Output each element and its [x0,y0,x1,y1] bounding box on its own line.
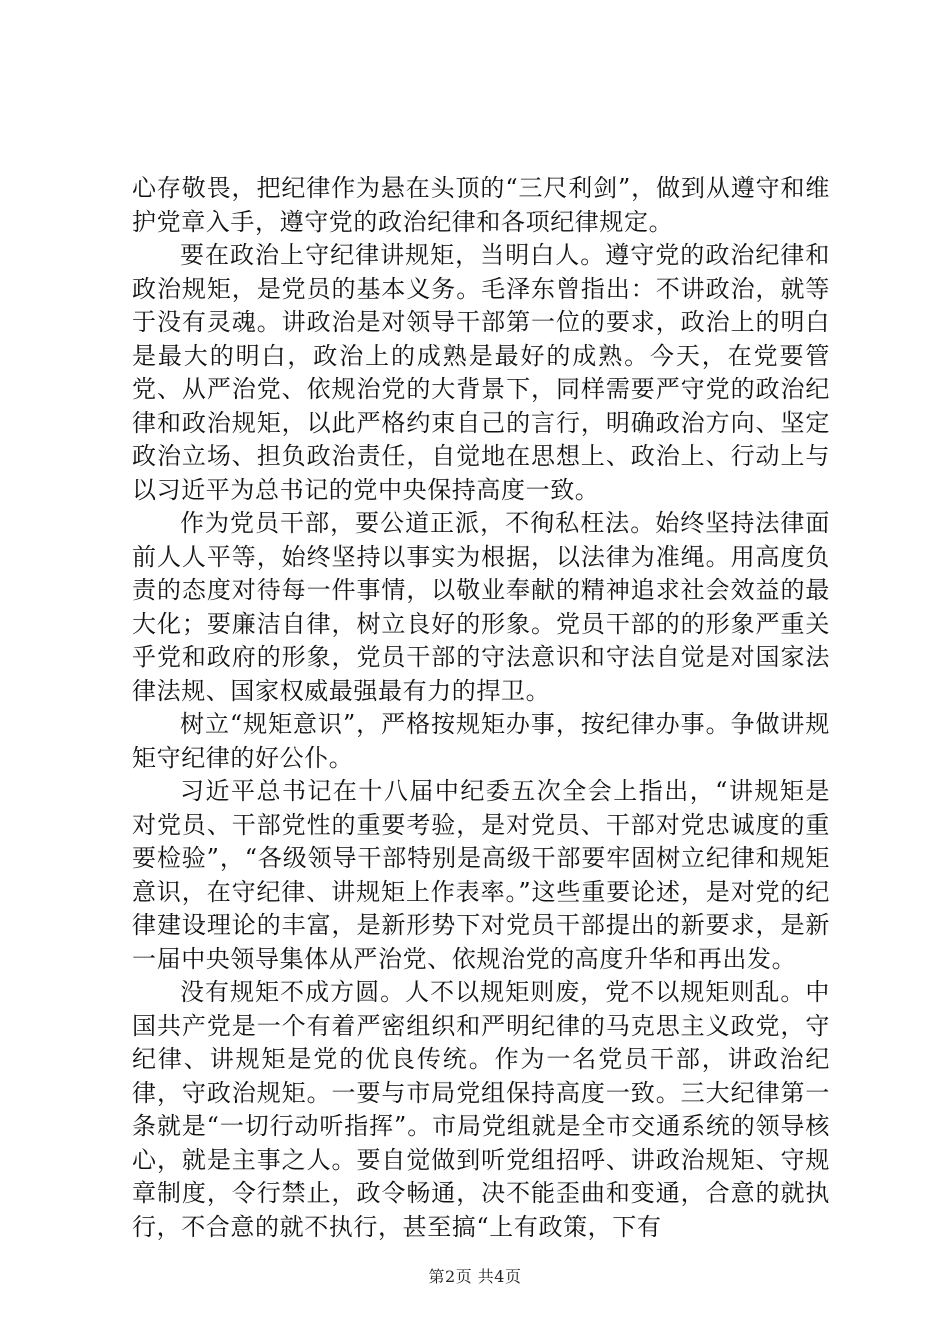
paragraph: 没有规矩不成方圆。人不以规矩则废，党不以规矩则乱。中国共产党是一个有着严密组织和严明纪律的马克思主义政党，守纪律、讲规矩是党的优良传统。作为一名党员干部，讲政治纪律，守政治规矩。一要与市局党组保持高度一致。三大纪律第一条就是“一切行动听指挥”。市局党组就是全市交通系统的领导核心，就是主事之人。要自觉做到听党组招呼、讲政治规矩、守规章制度，令行禁止，政令畅通，决不能歪曲和变通，合意的就执行，不合意的就不执行，甚至搞“上有政策，下有 [132,978,830,1241]
paragraph: 树立“规矩意识”，严格按规矩办事，按纪律办事。争做讲规矩守纪律的好公仆。 [132,710,830,772]
paragraph: 作为党员干部，要公道正派，不徇私枉法。始终坚持法律面前人人平等，始终坚持以事实为根据，以法律为准绳。用高度负责的态度对待每一件事情，以敬业奉献的精神追求社会效益的最大化；要廉洁自律，树立良好的形象。党员干部的的形象严重关乎党和政府的形象，党员干部的守法意识和守法自觉是对国家法律法规、国家权威最强最有力的捍卫。 [132,509,830,705]
page-footer: 第2页 共4页 [428,1267,522,1286]
paragraph-continued: 心存敬畏，把纪律作为悬在头顶的“三尺利剑”，做到从遵守和维护党章入手，遵守党的政治纪律和各项纪律规定。 [132,174,830,236]
document-body [132,172,830,1244]
paragraph: 习近平总书记在十八届中纪委五次全会上指出，“讲规矩是对党员、干部党性的重要考验，是对党员、干部对党忠诚度的重要检验”，“各级领导干部特别是高级干部要牢固树立纪律和规矩意识，在守纪律、讲规矩上作表率。”这些重要论述，是对党的纪律建设理论的丰富，是新形势下对党员干部提出的新要求，是新一届中央领导集体从严治党、依规治党的高度升华和再出发。 [132,777,830,973]
paragraph: 要在政治上守纪律讲规矩，当明白人。遵守党的政治纪律和政治规矩，是党员的基本义务。毛泽东曾指出：不讲政治，就等于没有灵魂。讲政治是对领导干部第一位的要求，政治上的明白是最大的明白，政治上的成熟是最好的成熟。今天，在党要管党、从严治党、依规治党的大背景下，同样需要严守党的政治纪律和政治规矩，以此严格约束自己的言行，明确政治方向、坚定政治立场、担负政治责任，自觉地在思想上、政治上、行动上与以习近平为总书记的党中央保持高度一致。 [132,241,830,504]
